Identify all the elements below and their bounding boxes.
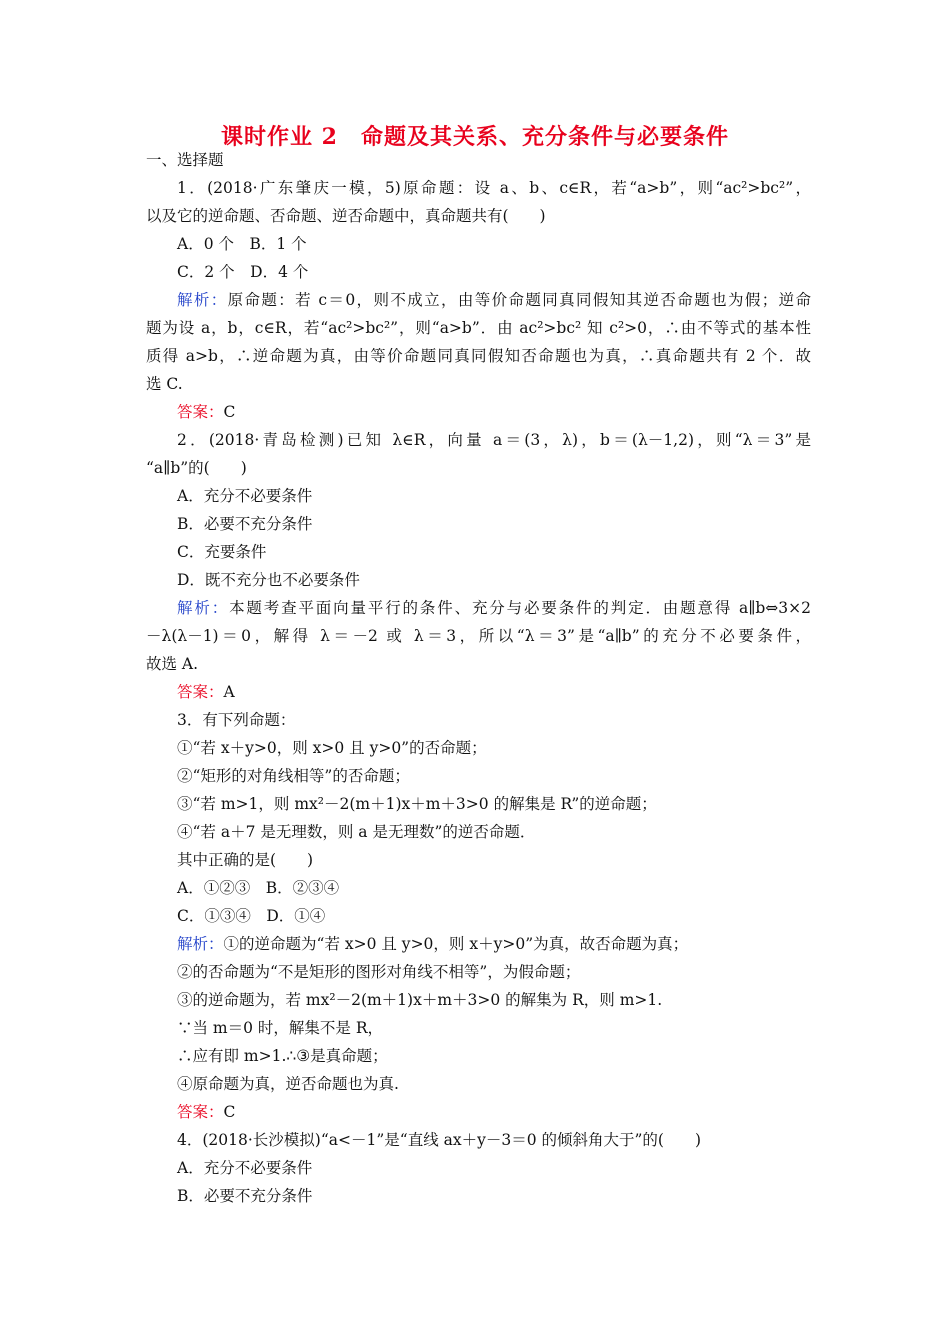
q1-stem-line: 1．(2018·广东肇庆一模，5)原命题：设 a、b、c∈R，若“a>b”，则“ac²>bc²”， bbox=[177, 179, 811, 197]
q3-analysis-line: ②的否命题为“不是矩形的图形对角线不相等”，为假命题； bbox=[177, 963, 581, 981]
q4-stem-line: 4．(2018·长沙模拟)“a<－1”是“直线 ax＋y－3＝0 的倾斜角大于”的( ) bbox=[177, 1131, 702, 1149]
q3-option-line: C．①③④ D．①④ bbox=[177, 907, 326, 925]
q3-stem-line: ④“若 a＋7 是无理数，则 a 是无理数”的逆否命题． bbox=[177, 823, 536, 841]
q3-analysis-line: ∴应有即 m>1.∴③是真命题； bbox=[177, 1047, 388, 1065]
q3-analysis-line: ∵当 m＝0 时，解集不是 R， bbox=[177, 1019, 384, 1037]
q1-option-line: C．2 个 D．4 个 bbox=[177, 263, 309, 281]
q4-option-line: B．必要不充分条件 bbox=[177, 1187, 313, 1205]
q3-analysis-line: 解析：①的逆命题为“若 x>0 且 y>0，则 x＋y>0”为真，故否命题为真； bbox=[177, 935, 689, 953]
q2-stem-line: 2．(2018·青岛检测)已知 λ∈R，向量 a＝(3，λ)，b＝(λ－1,2)，则“λ＝3”是 bbox=[177, 431, 811, 449]
analysis-label: 解析： bbox=[177, 291, 228, 309]
q1-stem-line: 以及它的逆命题、否命题、逆否命题中，真命题共有( ) bbox=[146, 207, 546, 225]
document-body bbox=[146, 146, 811, 1210]
answer-label: 答案： bbox=[177, 683, 224, 701]
q1-option-line: A．0 个 B．1 个 bbox=[177, 235, 307, 253]
q2-option-line: D．既不充分也不必要条件 bbox=[177, 571, 360, 589]
q2-option-line: B．必要不充分条件 bbox=[177, 515, 313, 533]
q1-analysis-line: 质得 a>b，∴逆命题为真，由等价命题同真同假知否命题也为真，∴真命题共有 2 个．故 bbox=[146, 347, 811, 365]
q2-analysis-line: －λ(λ－1)＝0，解得 λ＝－2 或 λ＝3，所以“λ＝3”是“a∥b”的充分不必要条件， bbox=[146, 627, 811, 645]
q3-option-line: A．①②③ B．②③④ bbox=[177, 879, 340, 897]
q2-option-line: A．充分不必要条件 bbox=[177, 487, 313, 505]
section-heading: 一、选择题 bbox=[146, 151, 224, 169]
q3-stem-line: ①“若 x＋y>0，则 x>0 且 y>0”的否命题； bbox=[177, 739, 487, 757]
analysis-label: 解析： bbox=[177, 599, 230, 617]
page-title: 课时作业 2 命题及其关系、充分条件与必要条件 bbox=[221, 124, 729, 150]
q1-analysis-line: 选 C. bbox=[146, 375, 183, 393]
analysis-label: 解析： bbox=[177, 935, 224, 953]
q2-analysis-line: 解析：本题考查平面向量平行的条件、充分与必要条件的判定．由题意得 a∥b⇔3×2 bbox=[177, 599, 811, 617]
answer-label: 答案： bbox=[177, 1103, 224, 1121]
answer-label: 答案： bbox=[177, 403, 224, 421]
q2-analysis-line: 故选 A. bbox=[146, 655, 199, 673]
q3-analysis-line: ③的逆命题为，若 mx²－2(m＋1)x＋m＋3>0 的解集为 R，则 m>1. bbox=[177, 991, 663, 1009]
q2-stem-line: “a∥b”的( ) bbox=[146, 459, 247, 477]
q3-stem-line: 3．有下列命题： bbox=[177, 711, 296, 729]
q3-stem-line: ②“矩形的对角线相等”的否命题； bbox=[177, 767, 410, 785]
q3-analysis-line: ④原命题为真，逆否命题也为真. bbox=[177, 1075, 399, 1093]
q4-option-line: A．充分不必要条件 bbox=[177, 1159, 313, 1177]
q1-answer-line: 答案：C bbox=[177, 403, 236, 421]
q2-option-line: C．充要条件 bbox=[177, 543, 267, 561]
q3-answer-line: 答案：C bbox=[177, 1103, 236, 1121]
q1-analysis-line: 解析：原命题：若 c＝0，则不成立，由等价命题同真同假知其逆否命题也为假；逆命 bbox=[177, 291, 811, 309]
q2-answer-line: 答案：A bbox=[177, 683, 235, 701]
q3-stem-line: ③“若 m>1，则 mx²－2(m＋1)x＋m＋3>0 的解集是 R”的逆命题； bbox=[177, 795, 657, 813]
q3-stem-line: 其中正确的是( ) bbox=[177, 851, 314, 869]
q1-analysis-line: 题为设 a，b，c∈R，若“ac²>bc²”，则“a>b”．由 ac²>bc² 知 c²>0，∴由不等式的基本性 bbox=[146, 319, 811, 337]
